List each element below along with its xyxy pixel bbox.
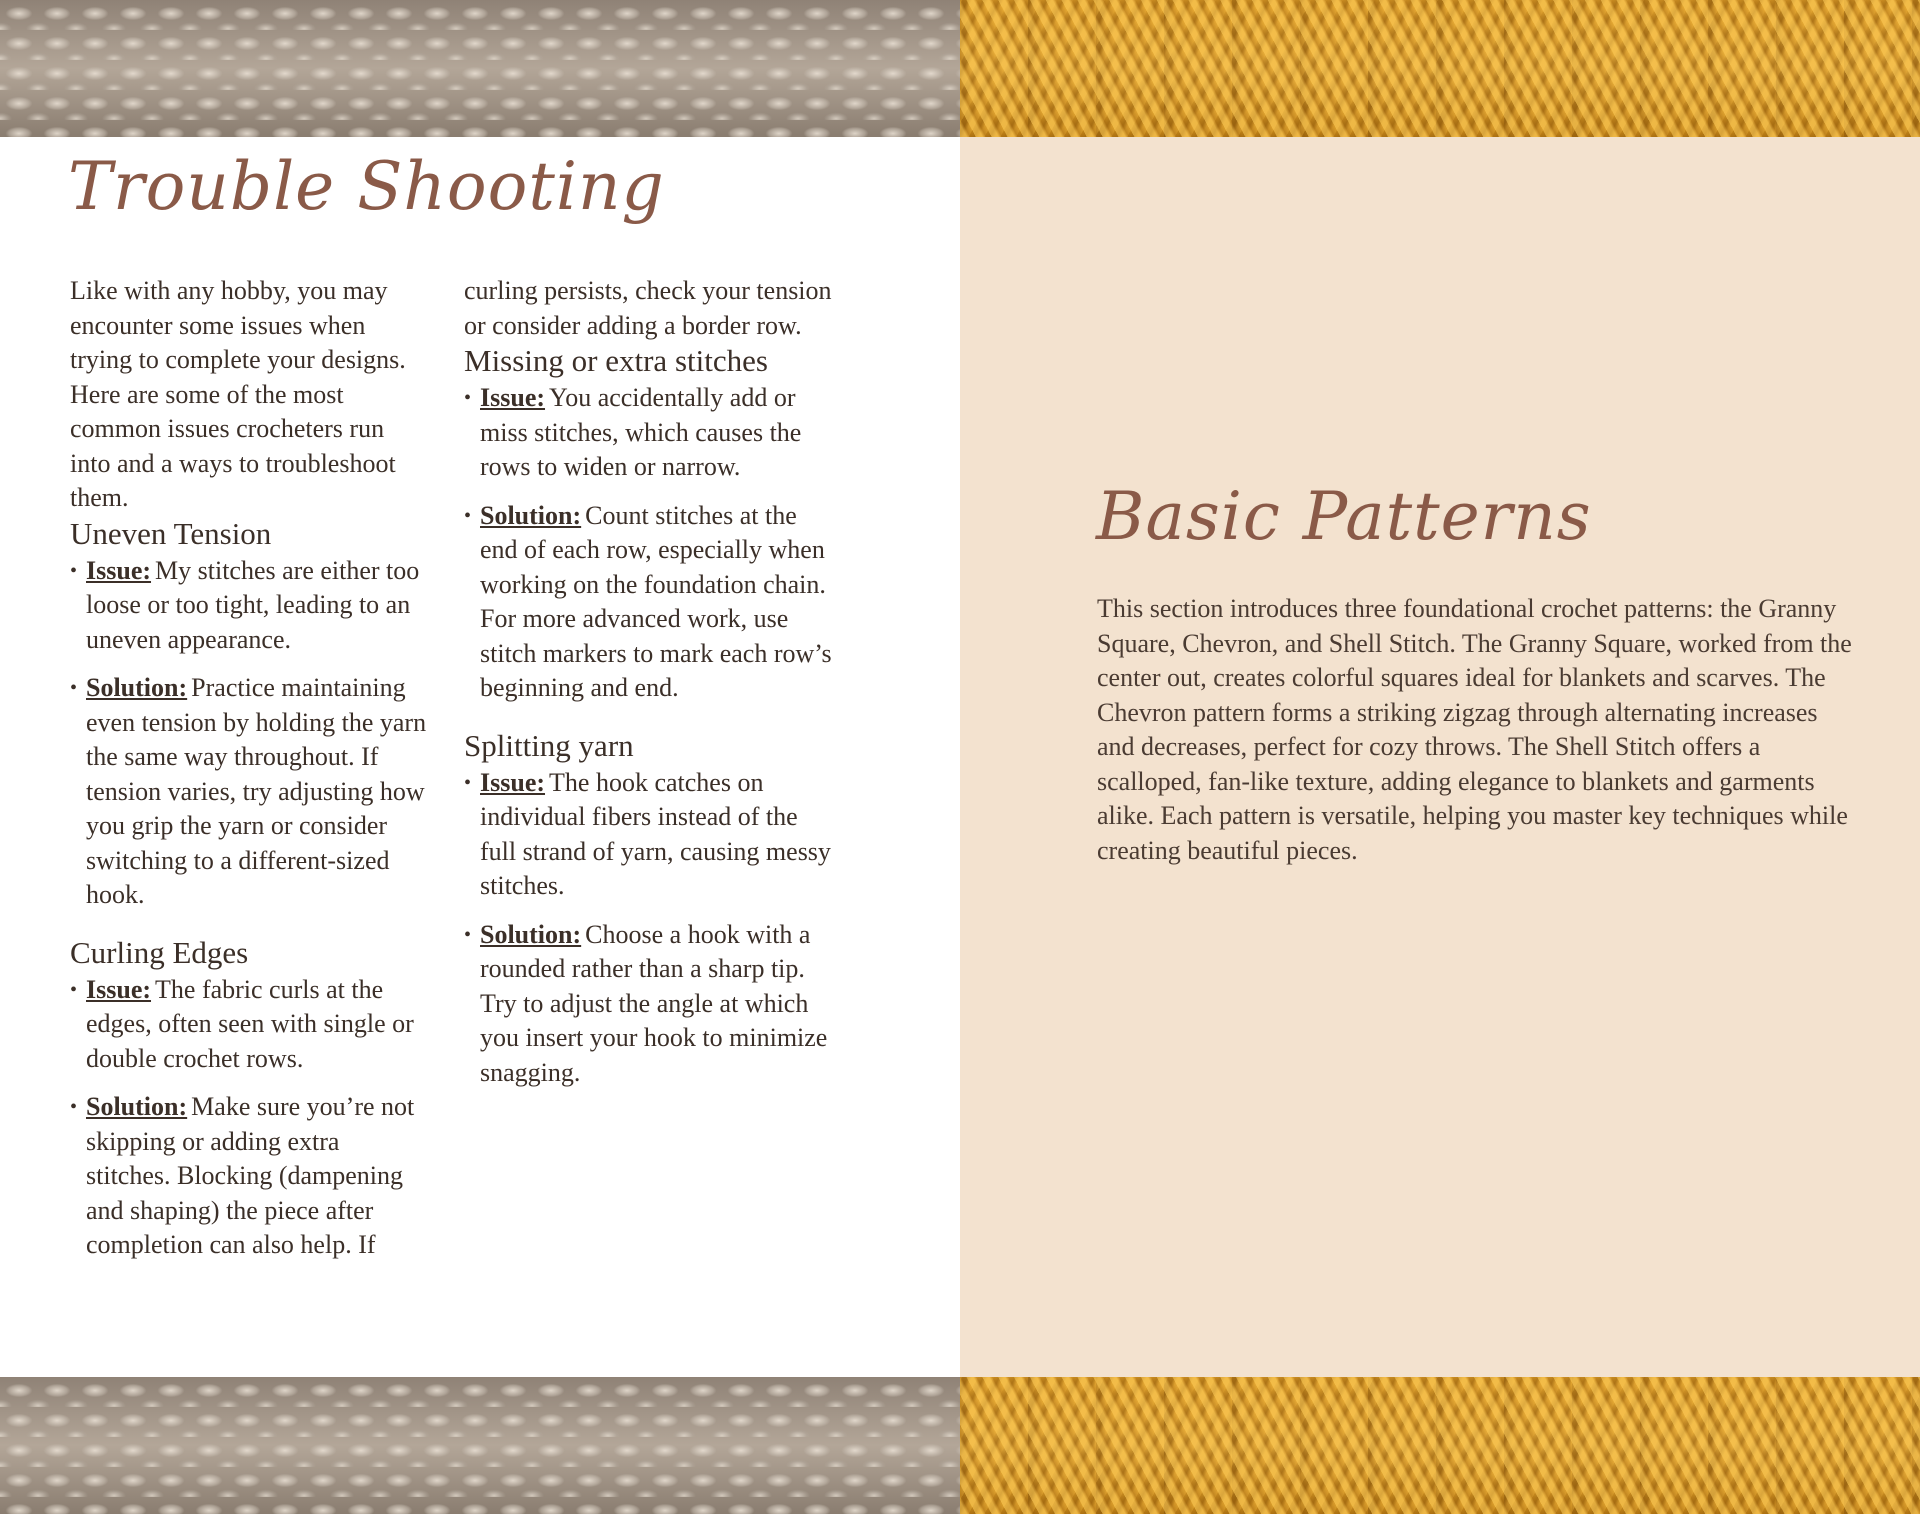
- bullet-icon: •: [70, 978, 78, 1001]
- bullet-icon: •: [70, 559, 78, 582]
- bullet-icon: •: [70, 1096, 78, 1118]
- grey-yarn-texture-bottom: [0, 1377, 960, 1514]
- text-column-1: [70, 274, 430, 1277]
- bullet-icon: •: [70, 677, 78, 699]
- text-column-2: [464, 274, 834, 1104]
- intro-paragraph: Like with any hobby, you may encounter some issues when trying to complete your designs. Here are some of the most common issues crocheters run into and a ways to troubleshoot them.: [70, 276, 406, 512]
- gold-yarn-texture-top: [960, 0, 1920, 137]
- bullet-icon: •: [464, 923, 472, 946]
- solution-text: Count stitches at the end of each row, especially when working on the foundation chain. For more advanced work, use stitch markers to mark each row’s beginning and end.: [480, 500, 832, 702]
- heading-uneven-tension: Uneven Tension: [70, 515, 272, 551]
- list-item: [464, 499, 834, 706]
- page-title-trouble-shooting: Trouble Shooting: [68, 148, 665, 225]
- basic-patterns-paragraph: This section introduces three foundational crochet patterns: the Granny Square, Chevron, and Shell Stitch. The Granny Square, worked from the center out, creates colorful squares ideal for blankets and scarves. The Chevron pattern forms a striking zigzag through alternating increases and decreases, perfect for cozy throws. The Shell Stitch offers a scalloped, fan-like texture, adding elegance to blankets and garments alike. Each pattern is versatile, helping you master key techniques while creating beautiful pieces.: [1097, 594, 1852, 865]
- heading-curling-edges: Curling Edges: [70, 934, 249, 970]
- right-page: [960, 0, 1920, 1514]
- solution-text: Make sure you’re not skipping or adding extra stitches. Blocking (dampening and shaping) the piece after completion can also help. If: [86, 1092, 415, 1259]
- solution-text-continued: curling persists, check your tension or consider adding a border row.: [464, 276, 832, 340]
- list-item: [464, 918, 834, 1091]
- solution-label: Solution:: [86, 673, 188, 702]
- issue-text: My stitches are either too loose or too tight, leading to an uneven appearance.: [86, 555, 420, 654]
- issue-label: Issue:: [480, 767, 546, 797]
- list-item: [70, 1090, 430, 1263]
- issue-text: You accidentally add or miss stitches, which causes the rows to widen or narrow.: [480, 383, 802, 481]
- issue-text: The fabric curls at the edges, often seen with single or double crochet rows.: [86, 974, 414, 1073]
- issue-label: Issue:: [86, 555, 152, 585]
- list-item: [70, 973, 430, 1077]
- list-item: [464, 381, 834, 485]
- heading-missing-or-extra-stitches: Missing or extra stitches: [464, 343, 768, 378]
- issue-label: Issue:: [86, 974, 152, 1004]
- bullet-icon: •: [464, 504, 472, 527]
- heading-splitting-yarn: Splitting yarn: [464, 727, 634, 763]
- solution-text: Practice maintaining even tension by holding the yarn the same way throughout. If tension varies, try adjusting how you grip the yarn or consider switching to a different-sized hook.: [86, 673, 427, 909]
- solution-label: Solution:: [480, 919, 582, 949]
- list-item: [70, 554, 430, 658]
- issue-label: Issue:: [480, 383, 546, 412]
- list-item: [464, 766, 834, 904]
- solution-label: Solution:: [86, 1092, 188, 1121]
- gold-yarn-texture-bottom: [960, 1377, 1920, 1514]
- bullet-icon: •: [464, 771, 472, 794]
- issue-text: The hook catches on individual fibers instead of the full strand of yarn, causing messy stitches.: [480, 767, 831, 900]
- solution-text: Choose a hook with a rounded rather than a sharp tip. Try to adjust the angle at which you insert your hook to minimize snagging.: [480, 919, 828, 1087]
- bullet-icon: •: [464, 387, 472, 409]
- grey-yarn-texture-top: [0, 0, 960, 137]
- page-title-basic-patterns: Basic Patterns: [1096, 478, 1592, 555]
- solution-label: Solution:: [480, 500, 582, 530]
- list-item: [70, 671, 430, 913]
